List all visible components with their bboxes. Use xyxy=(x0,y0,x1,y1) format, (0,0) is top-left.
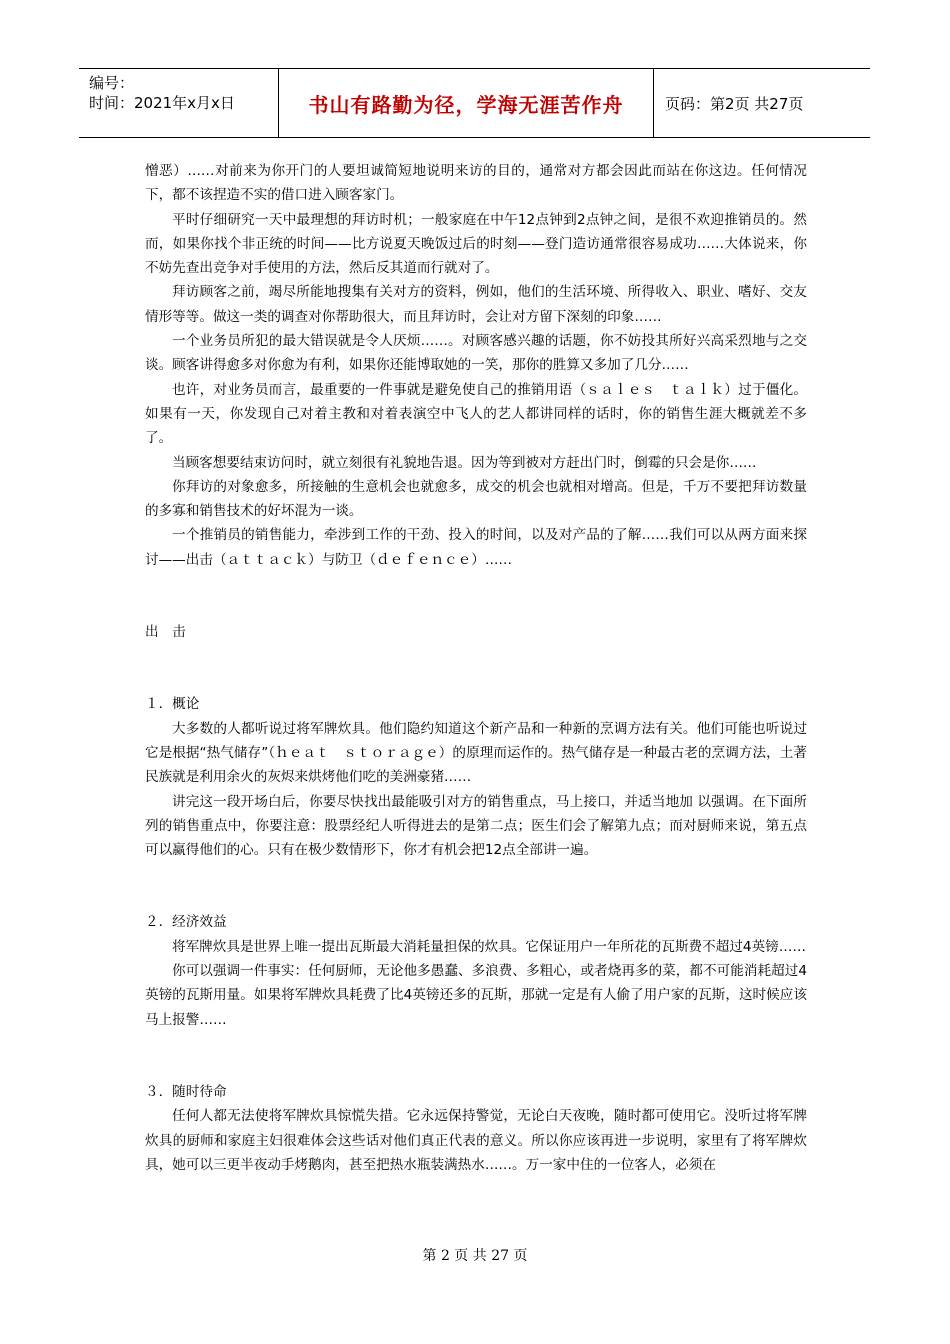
paragraph: 憎恶）……对前来为你开门的人要坦诚简短地说明来访的目的，通常对方都会因此而站在你这边。任何情况下，都不该捏造不实的借口进入顾客家门。 xyxy=(145,163,807,204)
paragraph: 你拜访的对象愈多，所接触的生意机会也就愈多，成交的机会也就相对增高。但是，千万不要把拜访数量的多寡和销售技术的好坏混为一谈。 xyxy=(145,478,807,520)
paragraph: 任何人都无法使将军牌炊具惊慌失措。它永远保持警觉，无论白天夜晚，随时都可使用它。没听过将军牌炊具的厨师和家庭主妇很难体会这些话对他们真正代表的意义。所以你应该再进一步说明，家里有了将军牌炊具，她可以三更半夜动手烤鹅肉，甚至把热水瓶装满热水……。万一家中住的一位客人，必须在 xyxy=(145,1108,807,1173)
subsection-title: ３．随时待命 xyxy=(145,1083,227,1100)
paragraph: 讲完这一段开场白后，你要尽快找出最能吸引对方的销售重点，马上接口，并适当地加 以强调。在下面所列的销售重点中，你要注意：股票经纪人听得进去的是第二点；医生们会了解第九点；而对厨师来说，第五点可以赢得他们的心。只有在极少数情形下，你才有机会把12点全部讲一遍。 xyxy=(145,793,807,859)
header-page-number: 页码：第2页 共27页 xyxy=(665,94,804,113)
paragraph: 你可以强调一件事实：任何厨师，无论他多愚蠢、多浪费、多粗心，或者烧再多的菜，都不可能消耗超过4英镑的瓦斯用量。如果将军牌炊具耗费了比4英镑还多的瓦斯，那就一定是有人偷了用户家的瓦斯，这时候应该马上报警…… xyxy=(145,963,807,1028)
page-header xyxy=(79,68,870,138)
document-number: 编号： xyxy=(89,74,135,92)
document-time: 时间：2021年x月x日 xyxy=(89,94,235,112)
paragraph: 平时仔细研究一天中最理想的拜访时机；一般家庭在中午12点钟到2点钟之间，是很不欢迎推销员的。然而，如果你找个非正统的时间——比方说夏天晚饭过后的时刻——登门造访通常很容易成功……大体说来，你不妨先查出竞争对手使用的方法，然后反其道而行就对了。 xyxy=(145,211,807,277)
paragraph: 当顾客想要结束访问时，就立刻很有礼貌地告退。因为等到被对方赶出门时，倒霉的只会是你…… xyxy=(172,454,757,471)
header-meta xyxy=(79,69,279,137)
paragraph: 一个推销员的销售能力，牵涉到工作的干劲、投入的时间，以及对产品的了解……我们可以从两方面来探讨——出击（ａｔｔａｃｋ）与防卫（ｄｅｆｅｎｃｅ）…… xyxy=(145,527,807,568)
paragraph: 将军牌炊具是世界上唯一提出瓦斯最大消耗量担保的炊具。它保证用户一年所花的瓦斯费不超过4英镑…… xyxy=(172,938,806,955)
paragraph: 大多数的人都听说过将军牌炊具。他们隐约知道这个新产品和一种新的烹调方法有关。他们可能也听说过它是根据“热气储存”（ｈｅａｔ ｓｔｏｒａｇｅ）的原理而运作的。热气储存是一种最古老的烹调方法，土著民族就是利用余火的灰烬来烘烤他们吃的美洲豪猪…… xyxy=(145,720,807,786)
subsection-title: ２．经济效益 xyxy=(145,914,227,931)
spacer xyxy=(145,644,807,692)
spacer xyxy=(145,1032,807,1080)
document-body xyxy=(145,159,807,1177)
subsection-title: １．概论 xyxy=(145,696,200,713)
section-title: 出 击 xyxy=(145,624,186,641)
spacer xyxy=(145,572,807,620)
paragraph: 拜访顾客之前，竭尽所能地搜集有关对方的资料，例如，他们的生活环境、所得收入、职业、嗜好、交友情形等等。做这一类的调查对你帮助很大，而且拜访时，会让对方留下深刻的印象…… xyxy=(145,284,807,325)
spacer xyxy=(145,862,807,910)
paragraph: 也许，对业务员而言，最重要的一件事就是避免使自己的推销用语（ｓａｌｅｓ ｔａｌｋ）过于僵化。如果有一天，你发现自己对着主教和对着表演空中飞人的艺人都讲同样的话时，你的销售生涯大概就差不多了。 xyxy=(145,381,807,447)
paragraph: 一个业务员所犯的最大错误就是令人厌烦……。对顾客感兴趣的话题，你不妨投其所好兴高采烈地与之交谈。顾客讲得愈多对你愈为有利，如果你还能博取她的一笑，那你的胜算又多加了几分…… xyxy=(145,333,807,374)
page-footer: 第 2 页 共 27 页 xyxy=(422,1248,528,1264)
header-motto: 书山有路勤为径，学海无涯苦作舟 xyxy=(279,69,654,137)
